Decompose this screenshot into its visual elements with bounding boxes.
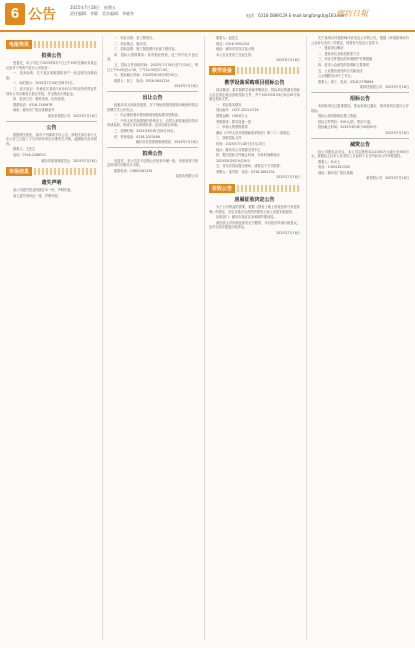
notice-paragraph: 地址：廊坊市广阳区某路	[318, 170, 354, 175]
notice-article	[107, 36, 198, 89]
notice-signature: 某科技有限公司 2025年7月18日	[359, 85, 409, 90]
notice-paragraph: 二、建设单位名称及联系方式	[318, 51, 360, 56]
issue-date: 2025年7月18日 星期五	[70, 5, 116, 10]
notice-paragraph: 五、对本次招标提出询问，请按以下方式联系：	[216, 164, 283, 169]
notice-paragraph: 公示期限为10个工作日。	[318, 74, 354, 79]
notice-paragraph: 地点：廊坊市公共资源交易中心	[216, 147, 261, 152]
notice-paragraph: 二、项目地点：廊坊市。	[114, 41, 150, 46]
section-tag	[6, 166, 97, 176]
newspaper-logo: 廊坊日報	[336, 9, 368, 18]
notice-body	[209, 36, 300, 57]
contact-line: 电话：0316-5889129 E-mail:langfangrb@163.com	[246, 13, 346, 18]
notice-title: 遗失声明	[41, 180, 62, 187]
notice-paragraph: 2025年8月8日9点30分	[216, 158, 251, 163]
tag-stripe	[34, 168, 97, 175]
notice-body	[6, 133, 97, 158]
notice-paragraph: 一、拍卖标的：位于某区某街道的房产一处及相关设施设备。	[6, 71, 97, 80]
notice-paragraph: 招标文件售价：500元/套，售后不退。	[318, 119, 373, 124]
notice-paragraph: 二、中华人民共和国境内外的法人、自然人和其他组织均可申请参加，申请人可以单独申请，也可以联合申请。	[107, 118, 198, 128]
article-divider	[311, 138, 409, 139]
column-3	[209, 36, 300, 640]
section-tag-label: 市场信息	[6, 167, 32, 176]
notice-paragraph: 采购需求：教学设备一批	[216, 119, 252, 124]
notice-paragraph: 为了公共利益的需要，根据《国有土地上房屋征收与补偿条例》的规定，决定对某片区范围内国有土地上房屋实施征收。	[209, 205, 300, 214]
article-divider	[107, 147, 198, 148]
issue-meta	[70, 5, 134, 17]
notice-body	[107, 103, 198, 139]
section-tag-label: 教学设备	[209, 66, 235, 75]
notice-paragraph: 三、挂牌时间：2025年8月8日至8月18日。	[114, 128, 177, 133]
notice-signature: 廊坊市自然资源和规划局 2025年7月18日	[135, 140, 198, 145]
notice-article	[209, 183, 300, 236]
notice-title: 拍卖公告	[41, 53, 62, 59]
column-rule	[306, 36, 307, 640]
notice-paragraph: 五、招标文件获取时间：2025年7月18日至7月24日，每日上午9:00至11:30，下午14:30至17:00。	[107, 62, 198, 72]
section-tag	[209, 66, 300, 76]
notice-paragraph: 电话：13931612345	[318, 165, 350, 170]
column-rule	[102, 36, 103, 640]
notice-signature: 2025年7月18日	[174, 84, 198, 89]
notice-paragraph: 受委托，本公司定于2025年8月7日上午10时在廊坊市某会议室对下列资产进行公开拍卖：	[6, 61, 97, 70]
column-rule	[204, 36, 205, 640]
notice-signature: 2025年7月18日	[276, 175, 300, 180]
notice-article	[209, 36, 300, 63]
notice-article	[6, 121, 97, 164]
notice-title: 出让公告	[142, 94, 163, 101]
notice-paragraph: 采购人：某学校 电话：0316-2661234	[216, 169, 275, 174]
section-tag	[6, 39, 97, 49]
notice-paragraph: 本公告自发布之日起生效。	[216, 52, 255, 57]
notice-paragraph: 征收部门：廊坊市某区住房和城乡建设局。	[216, 215, 277, 220]
notice-paragraph: 项目概况：某学校教学设备采购项目，招标项目的潜在投标人应在指定地点获取招标文件，并于2025年8月8日9点30分前递交投标文件。	[209, 87, 300, 102]
notice-body	[311, 36, 409, 84]
notice-paragraph: 预算金额：156.8万元	[216, 113, 248, 118]
notice-body	[311, 150, 409, 176]
notice-paragraph: 时间：2025年7月18日至7月25日	[216, 141, 265, 146]
notice-paragraph: 项目编号：LFZC-2025-0718	[216, 108, 259, 113]
notice-paragraph: 联系人：王先生	[13, 147, 36, 152]
column-4	[311, 36, 409, 640]
notice-paragraph: 四、征求公众意见的范围和主要事项	[318, 62, 369, 67]
notice-body	[311, 104, 409, 130]
notice-signature: 某拍卖有限公司	[175, 174, 198, 179]
notice-paragraph: 被征收人对房屋征收决定不服的，可以依法申请行政复议，也可以依法提起行政诉讼。	[209, 220, 300, 230]
notice-title: 招标公告	[349, 95, 370, 102]
notice-paragraph: 三、环评文件提出的环境保护对策措施	[318, 57, 373, 62]
notice-paragraph: 联系电话：0316-2345678	[13, 102, 53, 107]
article-divider	[6, 121, 97, 122]
notice-article	[6, 166, 97, 198]
notice-article	[311, 36, 409, 90]
notice-paragraph: 经公司股东会决议，本公司注册资本由1000万元减少至500万元。请债权人自本公告发布之日起四十五日内向本公司申报债权。	[311, 149, 409, 159]
notice-paragraph: 投标截止时间：2025年8月8日10时00分。	[318, 125, 380, 130]
column-2	[107, 36, 198, 640]
notice-signature: 某有限公司 2025年7月18日	[366, 176, 409, 181]
notice-paragraph: 一、建设项目概况	[318, 46, 344, 51]
notice-paragraph: 一、出让地块基本情况和规划指标要求见附表。	[114, 113, 181, 118]
notice-paragraph: 联系人：孙女士	[318, 159, 341, 164]
article-divider	[311, 92, 409, 93]
notice-body	[209, 88, 300, 175]
tag-stripe	[237, 185, 300, 192]
notice-paragraph: 一、项目名称：某工程项目。	[114, 36, 156, 40]
notice-article	[107, 147, 198, 179]
notice-paragraph: 地址：廊坊市广阳区某路某号	[13, 108, 55, 113]
notice-article	[6, 39, 97, 119]
notice-paragraph: 某公司遗失营业执照正本一份，声明作废。	[13, 188, 74, 193]
notice-body	[6, 61, 97, 113]
section-tag-label: 电报快讯	[6, 40, 32, 49]
page-number: 6	[5, 3, 25, 25]
notice-paragraph: 四、拍卖方式：增价拍卖，价高者得。	[13, 97, 68, 102]
notice-paragraph: 经廊坊市人民政府批准，对下列地块国有建设用地使用权以挂牌方式公开出让。	[107, 102, 198, 112]
notice-signature: 2025年7月18日	[276, 58, 300, 63]
notice-paragraph: 联系人：刘工 电话：0316-2778899	[318, 79, 374, 84]
notice-paragraph: 投标人须具备相应施工资质。	[318, 114, 360, 119]
editor-line: 责任编辑：李静 美术编辑：李晓冬	[70, 11, 134, 16]
notice-paragraph: 六、投标截止时间：2025年8月8日9时30分。	[114, 73, 181, 78]
notice-paragraph: 根据相关规定，现对下列事项予以公告。请相关单位和个人在公告之日起三十日内到本单位办理有关手续，逾期视为自动放弃。	[6, 132, 97, 146]
notice-signature: 2025年7月18日	[385, 130, 409, 135]
notice-paragraph: 关于某项目环境影响评价信息公开的公告，根据《环境影响评价公众参与办法》的规定，现将有关信息公告如下。	[311, 36, 409, 45]
notice-article	[311, 138, 409, 182]
notice-signature: 某拍卖有限公司 2025年7月18日	[47, 113, 97, 118]
notice-paragraph: 三、获取招标文件	[216, 136, 242, 141]
notice-title: 房屋征收决定公告	[234, 197, 275, 204]
notice-paragraph: 电话：0316-2266311	[13, 152, 47, 157]
notice-paragraph: 联系电话：13803161234	[114, 168, 153, 173]
notice-paragraph: 受委托，本公司定于近期公开拍卖车辆一批，有意者请于规定时间内办理竞买手续。	[107, 158, 198, 168]
notice-paragraph: 二、申请人的资格要求	[216, 125, 248, 130]
notice-paragraph: 三、竞买登记：有意竞买者请于8月6日17时前持有效证件到本公司办理竞买登记手续，并交纳竞买保证金。	[6, 86, 97, 96]
notice-title: 拍卖公告	[142, 150, 163, 157]
notice-paragraph: 五、公众提出意见的方式和途径	[318, 68, 363, 73]
notice-body	[107, 159, 198, 174]
tag-stripe	[237, 67, 300, 74]
notice-paragraph: 二、标的展示：2025年7月28日至8月5日。	[13, 81, 76, 86]
notice-body	[209, 205, 300, 230]
section-tag-label: 征收公告	[209, 184, 235, 193]
notice-paragraph: 一、项目基本情况	[216, 102, 242, 107]
notice-paragraph: 四、咨询电话：0316-2023456	[114, 134, 160, 139]
notice-body	[6, 188, 97, 198]
notice-article	[107, 91, 198, 145]
notice-title: 教学设备采购项目招标公告	[224, 79, 285, 86]
notice-signature: 2025年7月18日	[276, 231, 300, 236]
notice-paragraph: 四、提交投标文件截止时间、开标时间和地点	[216, 153, 280, 158]
notice-paragraph: 四、投标人资格要求：具有相应资质，近三年内无不良记录。	[107, 52, 198, 62]
column-1	[6, 36, 97, 640]
notice-paragraph: 本招标项目已批准建设，资金来源已落实，现对该项目进行公开招标。	[311, 103, 409, 113]
notice-body	[107, 36, 198, 83]
notice-article	[209, 66, 300, 180]
notice-paragraph: 联系人：张工 电话：0316-5891234	[114, 78, 170, 83]
notice-paragraph: 电话：0316-5551234	[216, 41, 250, 46]
section-tag	[209, 183, 300, 193]
article-divider	[107, 91, 198, 92]
notice-paragraph: 联系人：赵先生	[216, 36, 239, 40]
notice-title: 公告	[46, 124, 57, 131]
notice-title: 减资公告	[349, 141, 370, 148]
section-title: 公告	[28, 7, 56, 23]
notice-paragraph: 地址：廊坊市安次区某大街	[216, 47, 255, 52]
tag-stripe	[34, 41, 97, 48]
page-header	[0, 0, 415, 32]
notice-paragraph: 某人遗失身份证一张，声明作废。	[13, 193, 61, 198]
notice-paragraph: 满足《中华人民共和国政府采购法》第二十二条规定。	[216, 130, 293, 135]
notice-paragraph: 三、招标范围：施工图范围内全部工程内容。	[114, 47, 178, 52]
notice-signature: 廊坊市某管理委员会 2025年7月18日	[41, 158, 97, 163]
notice-article	[311, 92, 409, 136]
